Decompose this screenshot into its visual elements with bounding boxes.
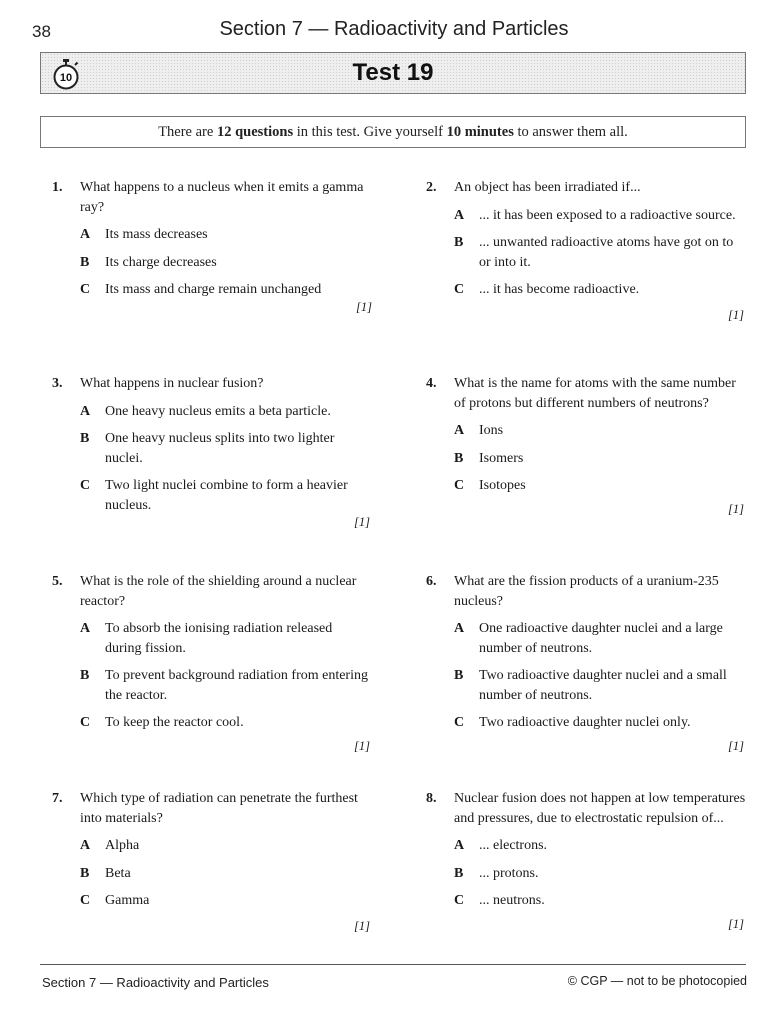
option-letter: A: [454, 621, 465, 636]
option-letter: B: [454, 865, 464, 881]
intro-questions-count: 12 questions: [216, 124, 294, 140]
option-text: One heavy nucleus emits a beta particle.: [105, 403, 331, 419]
option-c[interactable]: [454, 713, 746, 733]
option-a[interactable]: [454, 619, 746, 658]
option-letter: A: [80, 838, 91, 853]
option-letter: C: [80, 893, 91, 908]
option-c[interactable]: [454, 891, 746, 911]
mark-allocation: [1]: [728, 916, 744, 931]
question-text: Which type of radiation can penetrate the furthest into materials?: [80, 791, 358, 826]
question-text: What is the name for atoms with the same number of protons but different numbers of neutrons?: [454, 376, 736, 411]
timer-minutes: 10: [59, 72, 73, 84]
option-text: ... it has become radioactive.: [479, 282, 640, 297]
option-c[interactable]: [80, 280, 374, 300]
test-title: Test 19: [352, 59, 434, 86]
option-text: ... protons.: [479, 865, 539, 881]
option-text: To prevent background radiation from entering the reactor.: [105, 668, 368, 703]
option-text: Alpha: [105, 838, 140, 853]
question-number: 1.: [52, 180, 63, 195]
option-text: Ions: [479, 423, 504, 438]
option-b[interactable]: [454, 864, 746, 884]
option-letter: C: [454, 715, 465, 730]
mark-allocation: [1]: [354, 738, 370, 753]
option-a[interactable]: [80, 619, 372, 658]
question-3: [52, 374, 372, 533]
question-7: [52, 789, 372, 936]
option-c[interactable]: [80, 713, 372, 733]
option-text: One radioactive daughter nuclei and a large number of neutrons.: [479, 621, 723, 656]
question-text: What are the fission products of a uranium-235 nucleus?: [454, 574, 719, 609]
option-text: One heavy nucleus splits into two lighter nuclei.: [105, 431, 335, 466]
option-text: ... electrons.: [479, 838, 548, 853]
question-number: 3.: [52, 376, 63, 391]
option-text: ... it has been exposed to a radioactive source.: [479, 207, 736, 223]
option-a[interactable]: [454, 836, 746, 856]
question-number: 7.: [52, 791, 63, 806]
option-b[interactable]: [80, 666, 372, 705]
test-title-box: [40, 52, 746, 94]
option-c[interactable]: [80, 476, 372, 515]
intro-text-1: There are: [158, 124, 217, 140]
option-letter: C: [80, 282, 91, 297]
page-number: 38: [32, 22, 51, 41]
option-text: Isomers: [479, 450, 524, 466]
option-text: Its mass decreases: [105, 227, 208, 242]
question-number: 4.: [426, 376, 437, 391]
mark-allocation: [1]: [354, 918, 370, 933]
option-text: Its mass and charge remain unchanged: [105, 282, 322, 297]
option-b[interactable]: [80, 429, 372, 468]
option-b[interactable]: [80, 253, 374, 273]
intro-text-3: to answer them all.: [513, 124, 628, 140]
question-text: What happens to a nucleus when it emits a gamma ray?: [80, 180, 364, 215]
mark-allocation: [1]: [728, 307, 744, 322]
footer-divider: [40, 964, 746, 965]
footer-copyright: © CGP — not to be photocopied: [567, 974, 747, 988]
option-letter: B: [80, 254, 90, 270]
option-text: ... unwanted radioactive atoms have got on to or into it.: [479, 235, 734, 270]
intro-minutes: 10 minutes: [446, 124, 514, 140]
option-a[interactable]: [80, 225, 374, 245]
question-text: What happens in nuclear fusion?: [80, 376, 264, 391]
option-text: Its charge decreases: [105, 254, 217, 270]
option-letter: B: [454, 668, 464, 683]
option-letter: C: [80, 715, 91, 730]
option-a[interactable]: [80, 402, 372, 422]
option-letter: A: [454, 207, 465, 223]
option-text: ... neutrons.: [479, 893, 545, 908]
question-number: 2.: [426, 180, 437, 195]
question-2: [426, 178, 746, 325]
option-c[interactable]: [454, 280, 746, 300]
option-letter: C: [80, 478, 91, 493]
question-number: 5.: [52, 574, 63, 589]
option-letter: A: [454, 838, 465, 853]
option-b[interactable]: [80, 864, 372, 884]
option-letter: A: [80, 403, 91, 419]
option-text: Isotopes: [479, 478, 526, 493]
question-5: [52, 572, 372, 756]
question-number: 6.: [426, 574, 437, 589]
option-letter: B: [80, 431, 90, 446]
option-a[interactable]: [80, 836, 372, 856]
question-8: [426, 789, 746, 934]
question-text: What is the role of the shielding around a nuclear reactor?: [80, 574, 357, 609]
option-letter: B: [454, 235, 464, 250]
option-a[interactable]: [454, 421, 746, 441]
option-text: Beta: [105, 865, 131, 881]
mark-allocation: [1]: [354, 515, 370, 529]
question-4: [426, 374, 746, 519]
option-text: Gamma: [105, 893, 150, 908]
question-text: Nuclear fusion does not happen at low temperatures and pressures, due to electrostatic repulsion of...: [454, 791, 746, 826]
option-b[interactable]: [454, 449, 746, 469]
option-letter: B: [454, 450, 464, 466]
option-b[interactable]: [454, 233, 746, 272]
option-letter: C: [454, 893, 465, 908]
option-letter: A: [80, 621, 91, 636]
option-a[interactable]: [454, 206, 746, 226]
question-text: An object has been irradiated if...: [454, 180, 641, 195]
option-letter: C: [454, 478, 465, 493]
instructions-box: [40, 116, 746, 148]
option-text: Two radioactive daughter nuclei only.: [479, 715, 691, 730]
option-letter: C: [454, 282, 465, 297]
option-c[interactable]: [454, 476, 746, 496]
question-number: 8.: [426, 791, 437, 806]
mark-allocation: [1]: [728, 738, 744, 753]
option-letter: A: [454, 423, 465, 438]
intro-text-2: in this test. Give yourself: [293, 124, 447, 140]
mark-allocation: [1]: [356, 299, 372, 314]
section-header: Section 7 — Radioactivity and Particles: [219, 18, 569, 40]
option-letter: A: [80, 227, 91, 242]
option-text: Two light nuclei combine to form a heavier nucleus.: [105, 478, 348, 513]
footer-section-title: Section 7 — Radioactivity and Particles: [42, 975, 269, 990]
question-1: [52, 178, 374, 317]
question-6: [426, 572, 746, 756]
mark-allocation: [1]: [728, 501, 744, 516]
option-b[interactable]: [454, 666, 746, 705]
option-text: Two radioactive daughter nuclei and a small number of neutrons.: [479, 668, 727, 703]
option-text: To absorb the ionising radiation released during fission.: [105, 621, 333, 656]
option-letter: B: [80, 865, 90, 881]
option-c[interactable]: [80, 891, 372, 911]
option-text: To keep the reactor cool.: [105, 715, 244, 730]
option-letter: B: [80, 668, 90, 683]
